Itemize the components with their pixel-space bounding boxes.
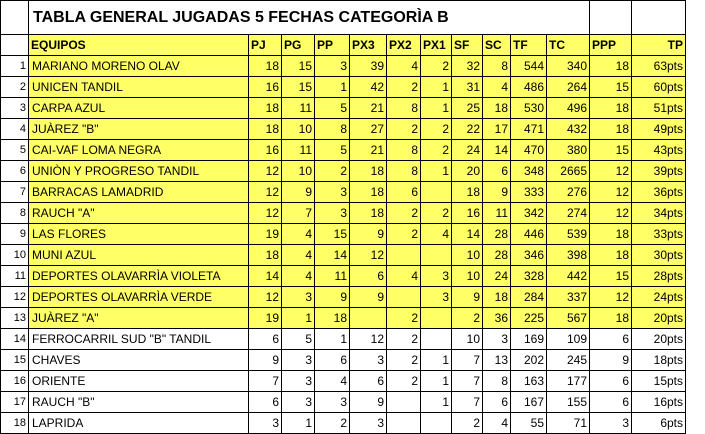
header-index-cell: [1, 35, 29, 56]
ppp-cell: 18: [590, 245, 632, 266]
team-name-cell: DEPORTES OLAVARRÌA VERDE: [29, 287, 249, 308]
pp-cell: 8: [315, 119, 350, 140]
px3-cell: 6: [350, 266, 387, 287]
sc-cell: 36: [483, 308, 511, 329]
tp-cell: 24pts: [632, 287, 686, 308]
table-row: [1, 56, 686, 77]
ppp-cell: 18: [590, 119, 632, 140]
team-name-cell: MUNI AZUL: [29, 245, 249, 266]
tp-cell: 30pts: [632, 245, 686, 266]
px2-cell: 4: [387, 56, 421, 77]
px1-cell: 1: [421, 161, 452, 182]
tc-cell: 177: [547, 371, 590, 392]
pg-cell: 5: [282, 329, 315, 350]
row-number: 13: [1, 308, 29, 329]
pj-cell: 16: [249, 140, 282, 161]
tf-cell: 284: [511, 287, 547, 308]
row-number: 5: [1, 140, 29, 161]
pp-cell: 5: [315, 98, 350, 119]
pj-cell: 12: [249, 287, 282, 308]
header-tf: TF: [511, 35, 547, 56]
title-row: [1, 1, 686, 35]
px2-cell: [387, 392, 421, 413]
sf-cell: 9: [452, 287, 483, 308]
tc-cell: 567: [547, 308, 590, 329]
pp-cell: 6: [315, 350, 350, 371]
pj-cell: 18: [249, 98, 282, 119]
pg-cell: 3: [282, 350, 315, 371]
px3-cell: 3: [350, 350, 387, 371]
px2-cell: 2: [387, 119, 421, 140]
pg-cell: 3: [282, 287, 315, 308]
row-number: 1: [1, 56, 29, 77]
px2-cell: 2: [387, 350, 421, 371]
sc-cell: 28: [483, 245, 511, 266]
px2-cell: 8: [387, 140, 421, 161]
tf-cell: 346: [511, 245, 547, 266]
sf-cell: 14: [452, 224, 483, 245]
tp-cell: 20pts: [632, 329, 686, 350]
sf-cell: 10: [452, 266, 483, 287]
sc-cell: 24: [483, 266, 511, 287]
row-number: 2: [1, 77, 29, 98]
pp-cell: 2: [315, 413, 350, 434]
tf-cell: 348: [511, 161, 547, 182]
px1-cell: 2: [421, 56, 452, 77]
table-row: [1, 392, 686, 413]
pj-cell: 3: [249, 413, 282, 434]
pj-cell: 12: [249, 182, 282, 203]
pg-cell: 15: [282, 77, 315, 98]
blank-cell: [632, 1, 686, 35]
tc-cell: 2665: [547, 161, 590, 182]
px3-cell: [350, 308, 387, 329]
tc-cell: 155: [547, 392, 590, 413]
px1-cell: 2: [421, 203, 452, 224]
sc-cell: 4: [483, 413, 511, 434]
team-name-cell: JUÀREZ "A": [29, 308, 249, 329]
row-number: 16: [1, 371, 29, 392]
tp-cell: 16pts: [632, 392, 686, 413]
team-name-cell: MARIANO MORENO OLAV: [29, 56, 249, 77]
sc-cell: 28: [483, 224, 511, 245]
pj-cell: 6: [249, 329, 282, 350]
px3-cell: 18: [350, 182, 387, 203]
tf-cell: 446: [511, 224, 547, 245]
pg-cell: 10: [282, 119, 315, 140]
table-row: [1, 266, 686, 287]
ppp-cell: 18: [590, 98, 632, 119]
pg-cell: 15: [282, 56, 315, 77]
sf-cell: 7: [452, 350, 483, 371]
tf-cell: 470: [511, 140, 547, 161]
sf-cell: 7: [452, 371, 483, 392]
header-equipos: EQUIPOS: [29, 35, 249, 56]
row-number: 8: [1, 203, 29, 224]
sf-cell: 22: [452, 119, 483, 140]
tf-cell: 163: [511, 371, 547, 392]
tp-cell: 39pts: [632, 161, 686, 182]
team-name-cell: FERROCARRIL SUD "B" TANDIL: [29, 329, 249, 350]
pg-cell: 10: [282, 161, 315, 182]
tp-cell: 49pts: [632, 119, 686, 140]
tf-cell: 202: [511, 350, 547, 371]
tp-cell: 43pts: [632, 140, 686, 161]
sf-cell: 20: [452, 161, 483, 182]
pg-cell: 3: [282, 371, 315, 392]
row-number: 7: [1, 182, 29, 203]
table-row: [1, 140, 686, 161]
team-name-cell: JUÀREZ "B": [29, 119, 249, 140]
pj-cell: 7: [249, 371, 282, 392]
sf-cell: 10: [452, 245, 483, 266]
tc-cell: 274: [547, 203, 590, 224]
tc-cell: 496: [547, 98, 590, 119]
px2-cell: 8: [387, 161, 421, 182]
px3-cell: 12: [350, 329, 387, 350]
tc-cell: 264: [547, 77, 590, 98]
pp-cell: 14: [315, 245, 350, 266]
table-row: [1, 350, 686, 371]
px1-cell: [421, 329, 452, 350]
pj-cell: 19: [249, 224, 282, 245]
row-number: 12: [1, 287, 29, 308]
table-row: [1, 308, 686, 329]
header-px1: PX1: [421, 35, 452, 56]
team-name-cell: CARPA AZUL: [29, 98, 249, 119]
ppp-cell: 15: [590, 77, 632, 98]
pj-cell: 12: [249, 161, 282, 182]
px3-cell: 9: [350, 287, 387, 308]
sc-cell: 6: [483, 392, 511, 413]
pp-cell: 3: [315, 203, 350, 224]
table-row: [1, 203, 686, 224]
pp-cell: 3: [315, 56, 350, 77]
tf-cell: 544: [511, 56, 547, 77]
row-number: 18: [1, 413, 29, 434]
px1-cell: 4: [421, 224, 452, 245]
pp-cell: 18: [315, 308, 350, 329]
pg-cell: 4: [282, 224, 315, 245]
ppp-cell: 12: [590, 203, 632, 224]
px2-cell: 4: [387, 266, 421, 287]
px3-cell: 21: [350, 98, 387, 119]
px1-cell: [421, 308, 452, 329]
ppp-cell: 12: [590, 182, 632, 203]
row-number: 14: [1, 329, 29, 350]
px3-cell: 18: [350, 203, 387, 224]
px2-cell: 2: [387, 371, 421, 392]
team-name-cell: ORIENTE: [29, 371, 249, 392]
table-row: [1, 161, 686, 182]
ppp-cell: 6: [590, 329, 632, 350]
header-row: [1, 35, 686, 56]
tp-cell: 60pts: [632, 77, 686, 98]
pp-cell: 11: [315, 266, 350, 287]
tc-cell: 340: [547, 56, 590, 77]
px3-cell: 6: [350, 371, 387, 392]
sc-cell: 18: [483, 287, 511, 308]
px3-cell: 9: [350, 224, 387, 245]
pp-cell: 1: [315, 77, 350, 98]
px1-cell: 2: [421, 119, 452, 140]
pg-cell: 1: [282, 413, 315, 434]
header-px2: PX2: [387, 35, 421, 56]
sf-cell: 31: [452, 77, 483, 98]
sf-cell: 2: [452, 308, 483, 329]
tp-cell: 36pts: [632, 182, 686, 203]
tc-cell: 539: [547, 224, 590, 245]
pg-cell: 11: [282, 140, 315, 161]
sc-cell: 4: [483, 77, 511, 98]
team-name-cell: BARRACAS LAMADRID: [29, 182, 249, 203]
ppp-cell: 15: [590, 140, 632, 161]
tc-cell: 276: [547, 182, 590, 203]
team-name-cell: CAI-VAF LOMA NEGRA: [29, 140, 249, 161]
table-row: [1, 77, 686, 98]
pj-cell: 16: [249, 77, 282, 98]
header-pg: PG: [282, 35, 315, 56]
sc-cell: 6: [483, 161, 511, 182]
sf-cell: 18: [452, 182, 483, 203]
ppp-cell: 18: [590, 224, 632, 245]
sc-cell: 14: [483, 140, 511, 161]
pp-cell: 2: [315, 161, 350, 182]
sc-cell: 13: [483, 350, 511, 371]
px3-cell: 39: [350, 56, 387, 77]
row-number: 10: [1, 245, 29, 266]
px2-cell: 2: [387, 308, 421, 329]
team-name-cell: LAPRIDA: [29, 413, 249, 434]
table-row: [1, 245, 686, 266]
ppp-cell: 18: [590, 56, 632, 77]
tp-cell: 34pts: [632, 203, 686, 224]
header-px3: PX3: [350, 35, 387, 56]
sc-cell: 9: [483, 182, 511, 203]
table-row: [1, 413, 686, 434]
ppp-cell: 12: [590, 161, 632, 182]
tf-cell: 342: [511, 203, 547, 224]
tc-cell: 442: [547, 266, 590, 287]
ppp-cell: 15: [590, 266, 632, 287]
team-name-cell: LAS FLORES: [29, 224, 249, 245]
pj-cell: 12: [249, 203, 282, 224]
px3-cell: 42: [350, 77, 387, 98]
px1-cell: 1: [421, 371, 452, 392]
pg-cell: 11: [282, 98, 315, 119]
px1-cell: 1: [421, 392, 452, 413]
ppp-cell: 12: [590, 287, 632, 308]
sc-cell: 3: [483, 329, 511, 350]
header-tc: TC: [547, 35, 590, 56]
tf-cell: 328: [511, 266, 547, 287]
px2-cell: 2: [387, 77, 421, 98]
px1-cell: 3: [421, 287, 452, 308]
team-name-cell: UNIÒN Y PROGRESO TANDIL: [29, 161, 249, 182]
pj-cell: 6: [249, 392, 282, 413]
sf-cell: 25: [452, 98, 483, 119]
pj-cell: 19: [249, 308, 282, 329]
blank-cell: [590, 1, 632, 35]
row-number: 9: [1, 224, 29, 245]
px1-cell: [421, 413, 452, 434]
team-name-cell: RAUCH "B": [29, 392, 249, 413]
px3-cell: 18: [350, 161, 387, 182]
tp-cell: 15pts: [632, 371, 686, 392]
header-sf: SF: [452, 35, 483, 56]
px1-cell: 1: [421, 350, 452, 371]
table-row: [1, 98, 686, 119]
tf-cell: 333: [511, 182, 547, 203]
sc-cell: 8: [483, 56, 511, 77]
tp-cell: 6pts: [632, 413, 686, 434]
px2-cell: 6: [387, 182, 421, 203]
tf-cell: 225: [511, 308, 547, 329]
pg-cell: 4: [282, 266, 315, 287]
px1-cell: 2: [421, 140, 452, 161]
tp-cell: 28pts: [632, 266, 686, 287]
pp-cell: 1: [315, 329, 350, 350]
pj-cell: 18: [249, 119, 282, 140]
pg-cell: 4: [282, 245, 315, 266]
team-name-cell: UNICEN TANDIL: [29, 77, 249, 98]
sf-cell: 2: [452, 413, 483, 434]
pp-cell: 3: [315, 182, 350, 203]
px1-cell: 1: [421, 77, 452, 98]
sc-cell: 17: [483, 119, 511, 140]
sc-cell: 18: [483, 98, 511, 119]
px1-cell: 1: [421, 98, 452, 119]
px2-cell: 2: [387, 224, 421, 245]
row-number: 15: [1, 350, 29, 371]
px2-cell: [387, 245, 421, 266]
pp-cell: 4: [315, 371, 350, 392]
ppp-cell: 6: [590, 371, 632, 392]
pg-cell: 1: [282, 308, 315, 329]
row-number: 17: [1, 392, 29, 413]
pg-cell: 9: [282, 182, 315, 203]
tp-cell: 33pts: [632, 224, 686, 245]
sf-cell: 7: [452, 392, 483, 413]
table-row: [1, 224, 686, 245]
sf-cell: 24: [452, 140, 483, 161]
team-name-cell: RAUCH "A": [29, 203, 249, 224]
pj-cell: 18: [249, 56, 282, 77]
tc-cell: 432: [547, 119, 590, 140]
pg-cell: 7: [282, 203, 315, 224]
row-number: 4: [1, 119, 29, 140]
tf-cell: 169: [511, 329, 547, 350]
tp-cell: 51pts: [632, 98, 686, 119]
tp-cell: 63pts: [632, 56, 686, 77]
tc-cell: 245: [547, 350, 590, 371]
row-number: 11: [1, 266, 29, 287]
table-row: [1, 371, 686, 392]
tf-cell: 471: [511, 119, 547, 140]
pj-cell: 18: [249, 245, 282, 266]
pj-cell: 9: [249, 350, 282, 371]
px3-cell: 27: [350, 119, 387, 140]
table-row: [1, 119, 686, 140]
tc-cell: 398: [547, 245, 590, 266]
ppp-cell: 6: [590, 392, 632, 413]
header-pp: PP: [315, 35, 350, 56]
ppp-cell: 3: [590, 413, 632, 434]
table-row: [1, 182, 686, 203]
sc-cell: 11: [483, 203, 511, 224]
table-title: TABLA GENERAL JUGADAS 5 FECHAS CATEGORÌA B: [29, 1, 590, 35]
px2-cell: 2: [387, 203, 421, 224]
team-name-cell: CHAVES: [29, 350, 249, 371]
tf-cell: 55: [511, 413, 547, 434]
px2-cell: 8: [387, 98, 421, 119]
header-ppp: PPP: [590, 35, 632, 56]
px3-cell: 3: [350, 413, 387, 434]
px1-cell: [421, 245, 452, 266]
table-row: [1, 329, 686, 350]
header-tp: TP: [632, 35, 686, 56]
pp-cell: 15: [315, 224, 350, 245]
header-sc: SC: [483, 35, 511, 56]
tp-cell: 18pts: [632, 350, 686, 371]
pp-cell: 3: [315, 392, 350, 413]
corner-cell: [1, 1, 29, 35]
px3-cell: 21: [350, 140, 387, 161]
tf-cell: 167: [511, 392, 547, 413]
table-row: [1, 287, 686, 308]
tf-cell: 530: [511, 98, 547, 119]
px2-cell: [387, 287, 421, 308]
sf-cell: 10: [452, 329, 483, 350]
sf-cell: 16: [452, 203, 483, 224]
sf-cell: 32: [452, 56, 483, 77]
px2-cell: 2: [387, 329, 421, 350]
pg-cell: 3: [282, 392, 315, 413]
tc-cell: 337: [547, 287, 590, 308]
px3-cell: 9: [350, 392, 387, 413]
px2-cell: [387, 413, 421, 434]
row-number: 6: [1, 161, 29, 182]
ppp-cell: 9: [590, 350, 632, 371]
header-pj: PJ: [249, 35, 282, 56]
row-number: 3: [1, 98, 29, 119]
px3-cell: 12: [350, 245, 387, 266]
pj-cell: 14: [249, 266, 282, 287]
pp-cell: 9: [315, 287, 350, 308]
pp-cell: 5: [315, 140, 350, 161]
tp-cell: 20pts: [632, 308, 686, 329]
ppp-cell: 18: [590, 308, 632, 329]
px1-cell: [421, 182, 452, 203]
px1-cell: 3: [421, 266, 452, 287]
tc-cell: 380: [547, 140, 590, 161]
tc-cell: 71: [547, 413, 590, 434]
tc-cell: 109: [547, 329, 590, 350]
tf-cell: 486: [511, 77, 547, 98]
team-name-cell: DEPORTES OLAVARRÌA VIOLETA: [29, 266, 249, 287]
sc-cell: 8: [483, 371, 511, 392]
